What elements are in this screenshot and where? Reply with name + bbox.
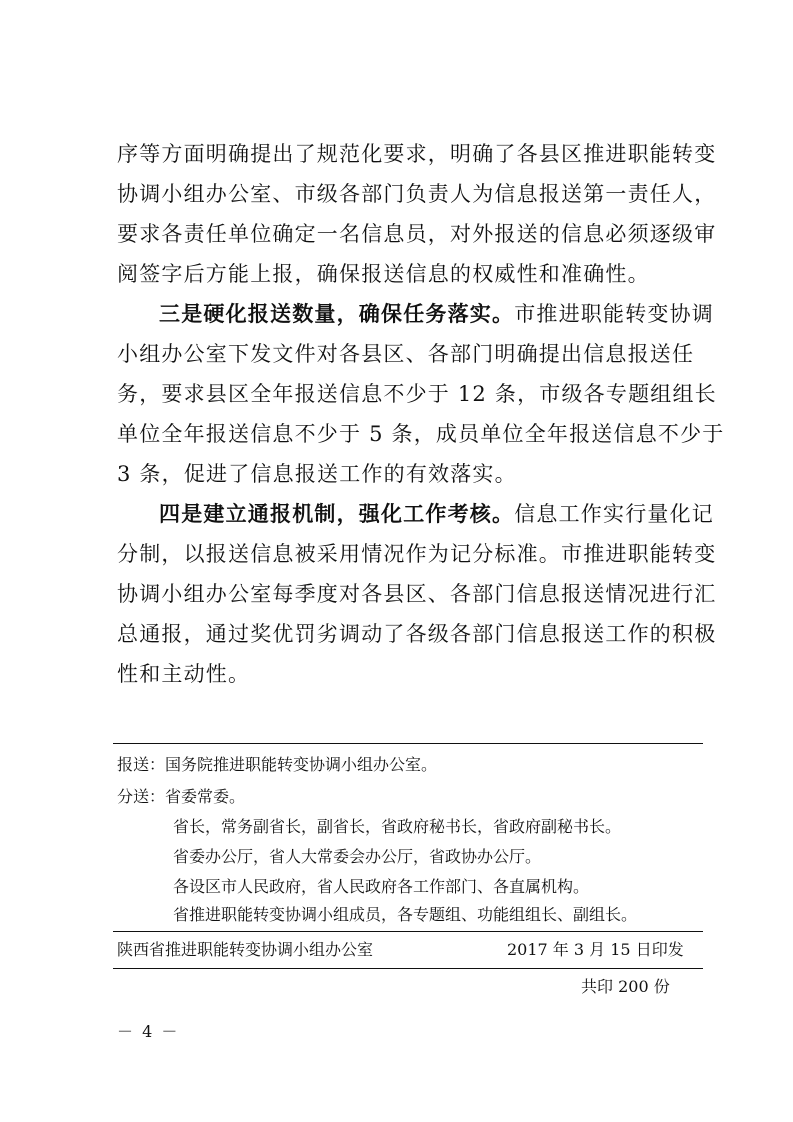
paragraph-heading: 三是硬化报送数量，确保任务落实。 [159, 302, 515, 326]
cc-label-line: 分送：省委常委。 [117, 787, 246, 806]
body-text-line: 协调小组办公室、市级各部门负责人为信息报送第一责任人， [117, 182, 717, 206]
footer-middle-rule [113, 931, 703, 932]
paragraph-lead-line [159, 502, 715, 526]
footer-top-rule [113, 743, 703, 744]
paragraph-lead-line [159, 302, 715, 326]
report-to-line: 报送：国务院推进职能转变协调小组办公室。 [117, 755, 438, 774]
issue-date: 2017 年 3 月 15 日印发 [507, 940, 684, 959]
body-text-line: 分制，以报送信息被采用情况作为记分标准。市推进职能转变 [117, 542, 717, 566]
body-text-span: 市推进职能转变协调 [514, 302, 715, 326]
cc-recipient-line: 省推进职能转变协调小组成员，各专题组、功能组组长、副组长。 [173, 905, 638, 924]
body-text-line: 总通报，通过奖优罚劣调动了各级各部门信息报送工作的积极 [117, 622, 717, 646]
body-text-line: 小组办公室下发文件对各县区、各部门明确提出信息报送任 [117, 342, 695, 366]
body-text-line: 务，要求县区全年报送信息不少于 12 条，市级各专题组组长 [117, 382, 717, 406]
issuer-name: 陕西省推进职能转变协调小组办公室 [117, 940, 374, 959]
body-text-line: 3 条，促进了信息报送工作的有效落实。 [117, 462, 517, 486]
cc-recipient-line: 各设区市人民政府，省人民政府各工作部门、各直属机构。 [173, 877, 590, 896]
body-text-line: 阅签字后方能上报，确保报送信息的权威性和准确性。 [117, 262, 650, 286]
body-text-line: 协调小组办公室每季度对各县区、各部门信息报送情况进行汇 [117, 582, 717, 606]
copies-count: 共印 200 份 [581, 977, 670, 996]
body-text-line: 序等方面明确提出了规范化要求，明确了各县区推进职能转变 [117, 142, 717, 166]
body-text-line: 要求各责任单位确定一名信息员，对外报送的信息必须逐级审 [117, 222, 717, 246]
page-number: － 4 － [117, 1022, 180, 1041]
body-text-line: 单位全年报送信息不少于 5 条，成员单位全年报送信息不少于 [117, 422, 725, 446]
footer-bottom-rule [113, 968, 703, 969]
body-text-line: 性和主动性。 [117, 662, 251, 686]
cc-recipient-line: 省委办公厅，省人大常委会办公厅，省政协办公厅。 [173, 847, 542, 866]
body-text-span: 信息工作实行量化记 [514, 502, 715, 526]
paragraph-heading: 四是建立通报机制，强化工作考核。 [159, 502, 515, 526]
cc-recipient-line: 省长，常务副省长，副省长，省政府秘书长，省政府副秘书长。 [173, 817, 622, 836]
